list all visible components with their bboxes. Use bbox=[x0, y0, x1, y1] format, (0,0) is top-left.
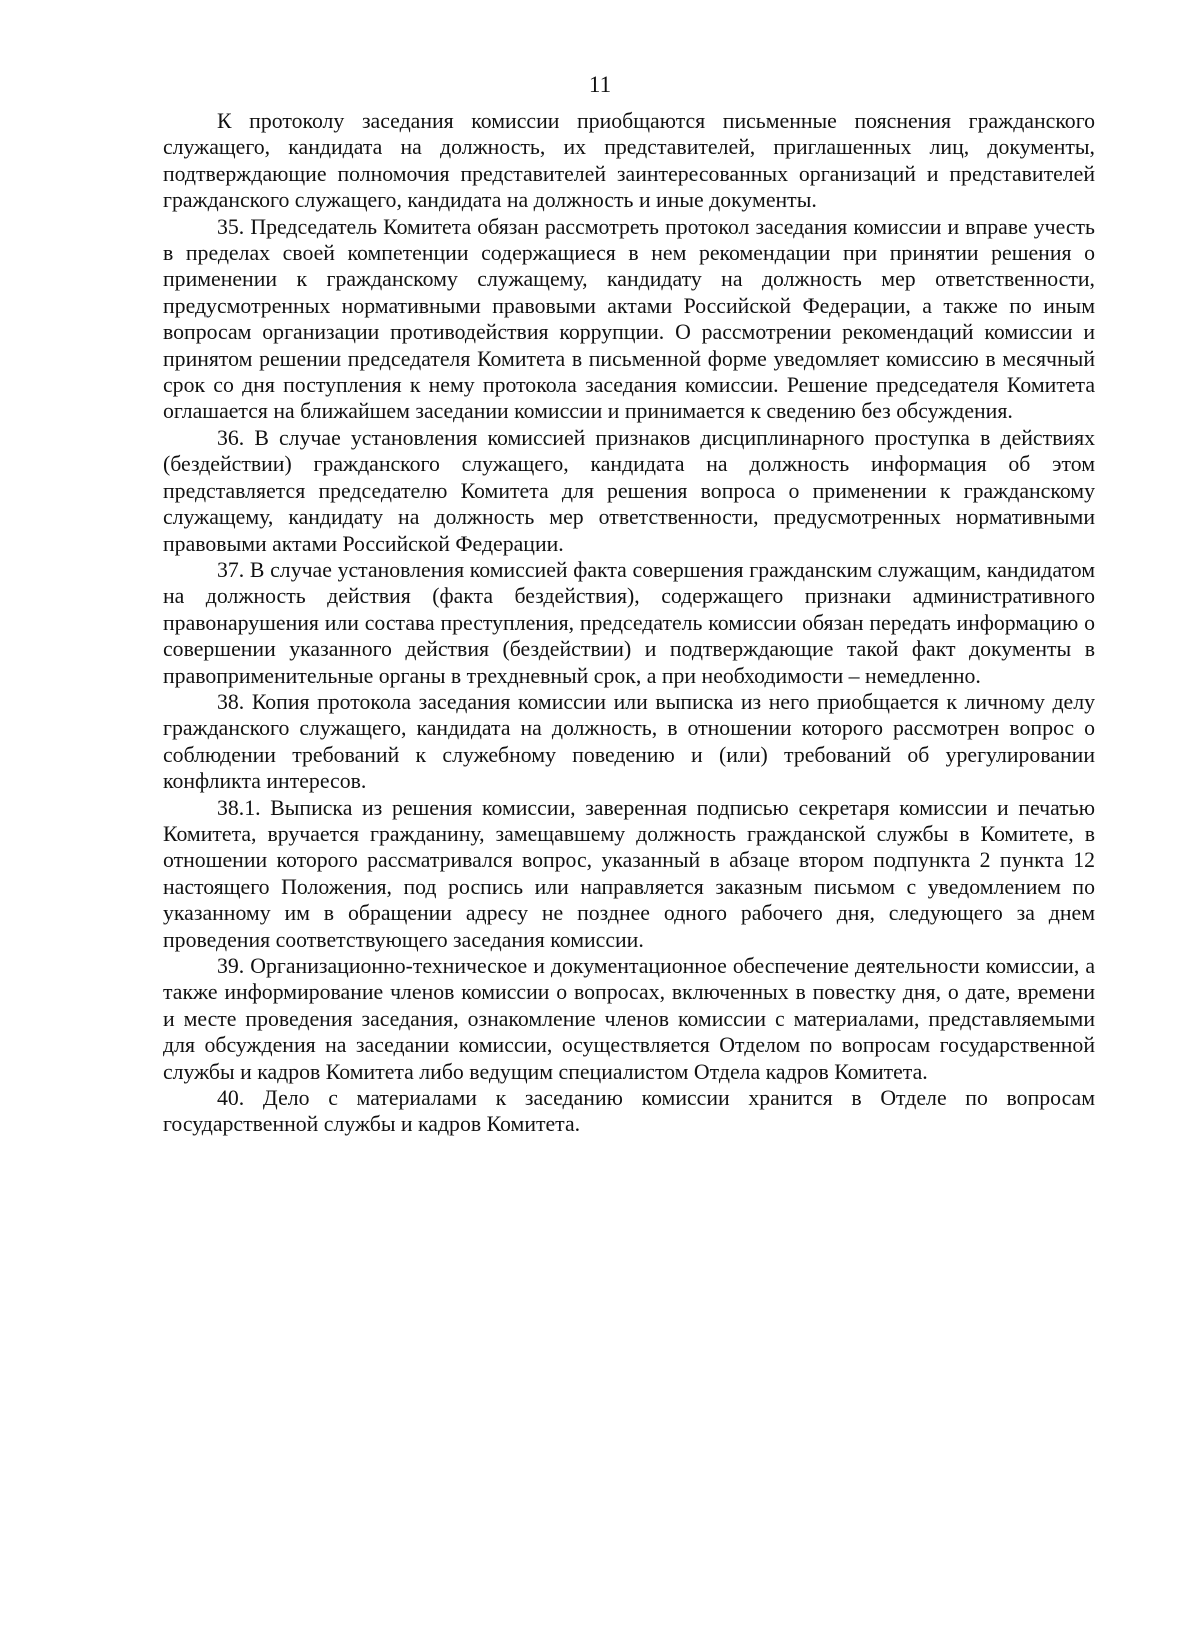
paragraph-36: 36. В случае установления комиссией признаков дисциплинарного проступка в действиях (бездействии) гражданского служащего, кандидата на должность информация об этом представляется председателю Комитета для решения вопроса о применении к гражданскому служащему, кандидату на должность мер ответственности, предусмотренных нормативными правовыми актами Российской Федерации. bbox=[163, 425, 1095, 556]
paragraph-38-1: 38.1. Выписка из решения комиссии, заверенная подписью секретаря комиссии и печатью Комитета, вручается гражданину, замещавшему должность гражданской службы в Комитете, в отношении которого рассматривался вопрос, указанный в абзаце втором подпункта 2 пункта 12 настоящего Положения, под роспись или направляется заказным письмом с уведомлением по указанному им в обращении адресу не позднее одного рабочего дня, следующего за днем проведения соответствующего заседания комиссии. bbox=[163, 795, 1095, 952]
document-body bbox=[163, 108, 1095, 1138]
paragraph-35: 35. Председатель Комитета обязан рассмотреть протокол заседания комиссии и вправе учесть в пределах своей компетенции содержащиеся в нем рекомендации при принятии решения о применении к гражданскому служащему, кандидату на должность мер ответственности, предусмотренных нормативными правовыми актами Российской Федерации, а также по иным вопросам организации противодействия коррупции. О рассмотрении рекомендаций комиссии и принятом решении председателя Комитета в письменной форме уведомляет комиссию в месячный срок со дня поступления к нему протокола заседания комиссии. Решение председателя Комитета оглашается на ближайшем заседании комиссии и принимается к сведению без обсуждения. bbox=[163, 214, 1095, 424]
paragraph-37: 37. В случае установления комиссией факта совершения гражданским служащим, кандидатом на должность действия (факта бездействия), содержащего признаки административного правонарушения или состава преступления, председатель комиссии обязан передать информацию о совершении указанного действия (бездействии) и подтверждающие такой факт документы в правоприменительные органы в трехдневный срок, а при необходимости – немедленно. bbox=[163, 557, 1095, 688]
page-number: 11 bbox=[588, 72, 612, 97]
paragraph-40: 40. Дело с материалами к заседанию комиссии хранится в Отделе по вопросам государственной службы и кадров Комитета. bbox=[163, 1086, 1095, 1137]
paragraph-38: 38. Копия протокола заседания комиссии или выписка из него приобщается к личному делу гражданского служащего, кандидата на должность, в отношении которого рассмотрен вопрос о соблюдении требований к служебному поведению и (или) требований об урегулировании конфликта интересов. bbox=[163, 689, 1095, 794]
paragraph-protocol-attachments: К протоколу заседания комиссии приобщаются письменные пояснения гражданского служащего, кандидата на должность, их представителей, приглашенных лиц, документы, подтверждающие полномочия представителей заинтересованных организаций и представителей гражданского служащего, кандидата на должность и иные документы. bbox=[163, 109, 1095, 213]
paragraph-39: 39. Организационно-техническое и документационное обеспечение деятельности комиссии, а также информирование членов комиссии о вопросах, включенных в повестку дня, о дате, времени и месте проведения заседания, ознакомление членов комиссии с материалами, представляемыми для обсуждения на заседании комиссии, осуществляется Отделом по вопросам государственной службы и кадров Комитета либо ведущим специалистом Отдела кадров Комитета. bbox=[163, 954, 1095, 1084]
